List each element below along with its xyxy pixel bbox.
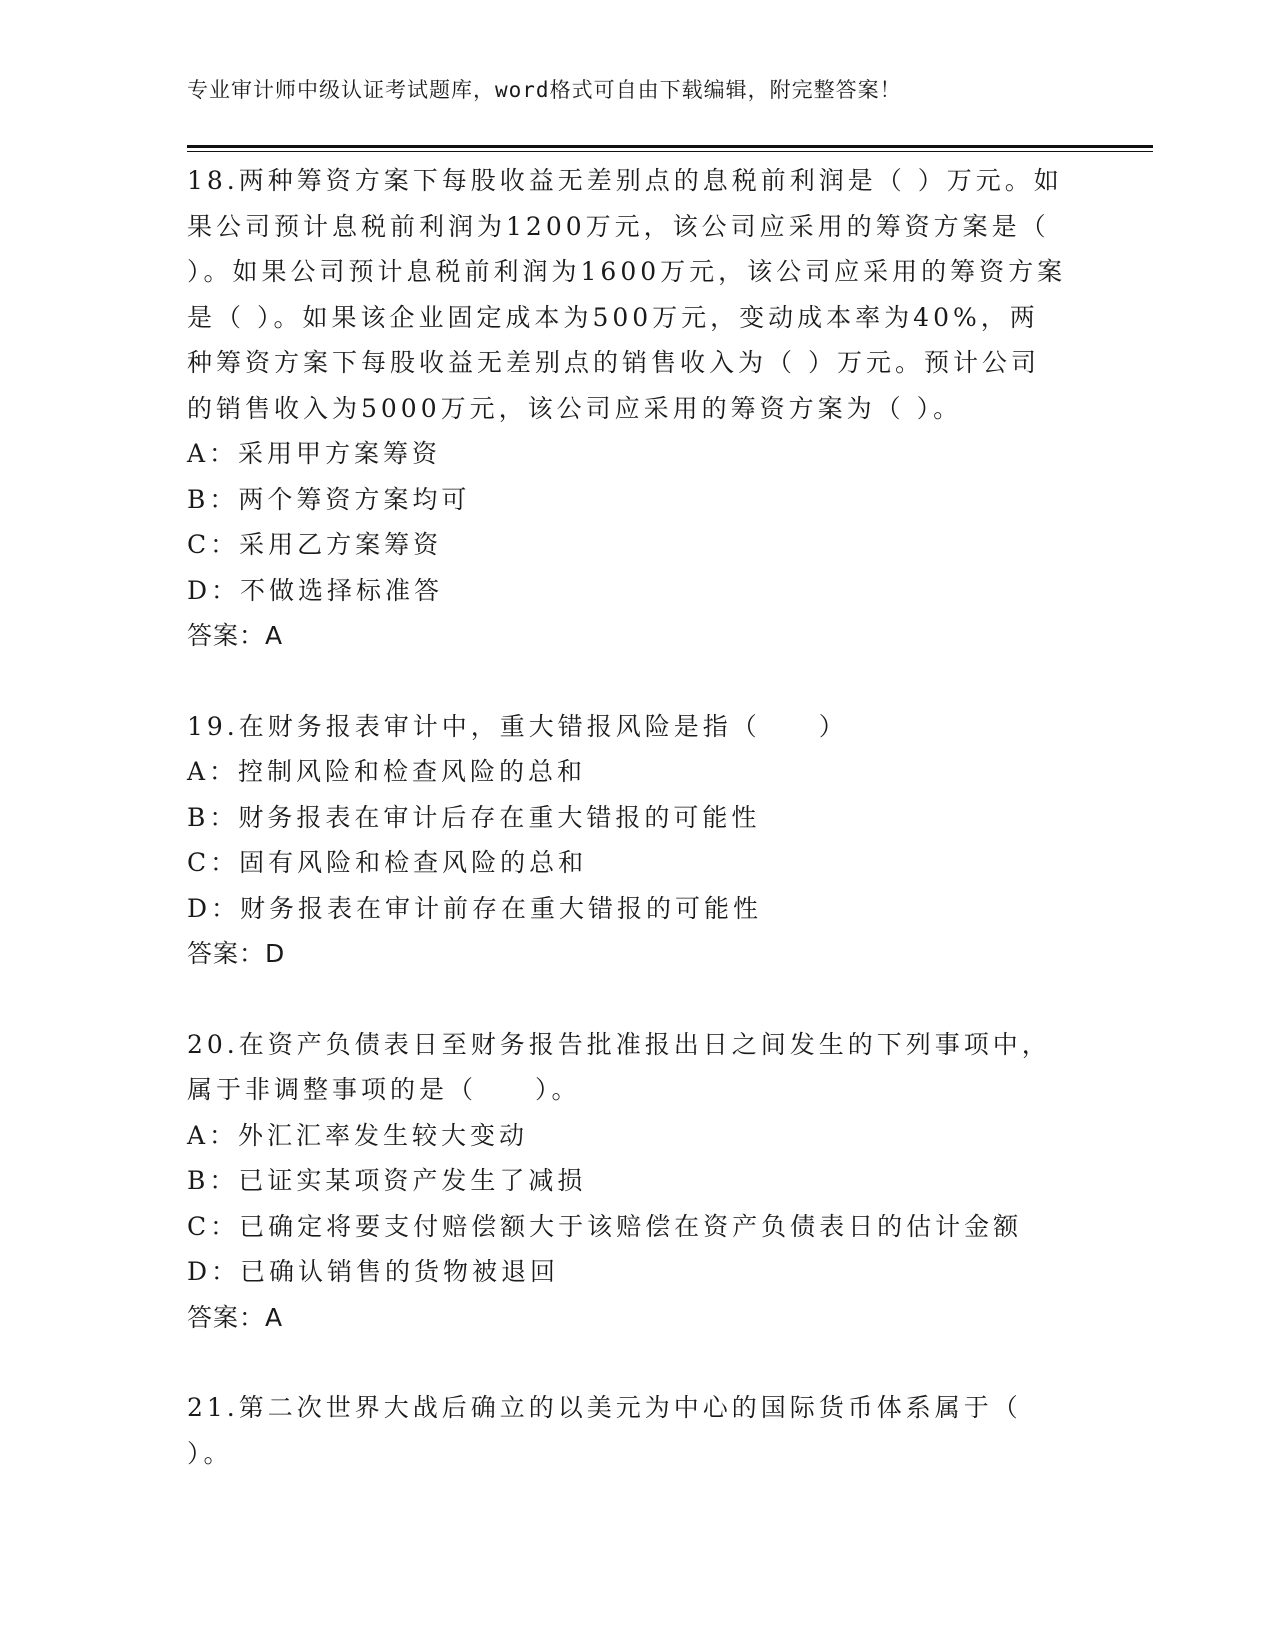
header-rule-thin: [187, 151, 1153, 152]
option-c: C：固有风险和检查风险的总和: [187, 848, 588, 877]
option-d: D：财务报表在审计前存在重大错报的可能性: [187, 893, 763, 923]
option-c: C：采用乙方案筹资: [187, 530, 443, 559]
question-text: 21.第二次世界大战后确立的以美元为中心的国际货币体系属于（ ）。: [187, 1393, 1022, 1468]
question-18: [187, 158, 1067, 659]
option-d: D：不做选择标准答: [187, 575, 444, 605]
answer: 答案：D: [187, 939, 286, 968]
option-b: B：财务报表在审计后存在重大错报的可能性: [187, 802, 761, 832]
header-rule-thick: [187, 145, 1153, 148]
page-header: 专业审计师中级认证考试题库，word格式可自由下载编辑，附完整答案！: [187, 78, 902, 102]
option-a: A：外汇汇率发生较大变动: [187, 1120, 529, 1150]
question-19: [187, 704, 1067, 977]
question-text: 18.两种筹资方案下每股收益无差别点的息税前利润是（ ）万元。如果公司预计息税前利润为1200万元，该公司应采用的筹资方案是（ ）。如果公司预计息税前利润为1600万元，该公司应采用的筹资方案是（ ）。如果该企业固定成本为500万元，变动成本率为40%，两种筹资方案下每股收益无差别点的销售收入为（ ）万元。预计公司的销售收入为5000万元，该公司应采用的筹资方案为（ ）。: [187, 166, 1067, 423]
answer: 答案：A: [187, 621, 284, 650]
question-21: [187, 1385, 1067, 1476]
option-c: C：已确定将要支付赔偿额大于该赔偿在资产负债表日的估计金额: [187, 1211, 1023, 1241]
question-text: 19.在财务报表审计中，重大错报风险是指（ ）: [187, 711, 848, 741]
option-b: B：已证实某项资产发生了减损: [187, 1166, 587, 1195]
option-d: D：已确认销售的货物被退回: [187, 1257, 560, 1286]
answer: 答案：A: [187, 1302, 284, 1332]
question-20: [187, 1022, 1067, 1341]
question-list: [187, 158, 1067, 1476]
option-a: A：采用甲方案筹资: [187, 439, 442, 468]
option-b: B：两个筹资方案均可: [187, 484, 471, 514]
option-a: A：控制风险和检查风险的总和: [187, 757, 587, 786]
question-text: 20.在资产负债表日至财务报告批准报出日之间发生的下列事项中，属于非调整事项的是（ ）。: [187, 1029, 1051, 1104]
